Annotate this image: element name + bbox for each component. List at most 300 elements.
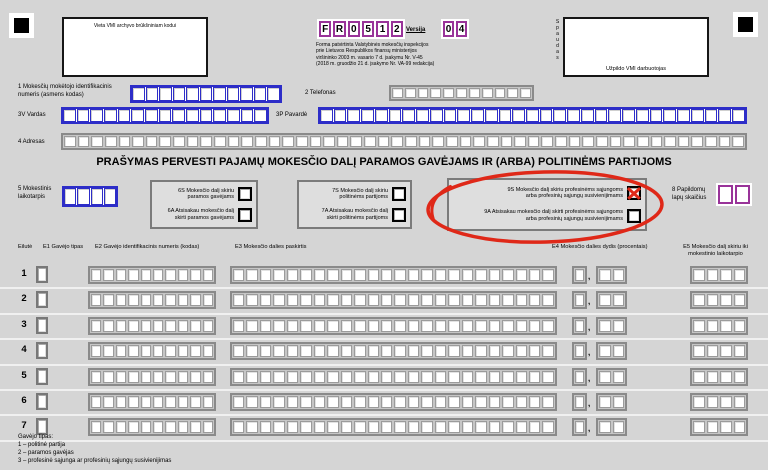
char-cell[interactable] xyxy=(186,87,199,101)
char-cell[interactable] xyxy=(165,269,175,281)
char-cell[interactable] xyxy=(254,87,267,101)
checkbox-7s[interactable] xyxy=(392,187,406,201)
char-cell[interactable] xyxy=(381,320,392,332)
char-cell[interactable] xyxy=(116,294,126,306)
char-cell[interactable] xyxy=(613,320,625,332)
char-cell[interactable] xyxy=(734,421,746,433)
char-cell[interactable] xyxy=(720,396,732,408)
char-cell[interactable] xyxy=(213,109,226,122)
char-cell[interactable] xyxy=(473,136,485,147)
char-cell[interactable] xyxy=(718,109,731,122)
char-cell[interactable] xyxy=(314,294,325,306)
char-cell[interactable] xyxy=(529,371,540,383)
char-cell[interactable] xyxy=(368,396,379,408)
char-cell[interactable] xyxy=(105,136,117,147)
e3-purpose-cells[interactable] xyxy=(230,342,557,360)
char-cell[interactable] xyxy=(327,294,338,306)
char-cell[interactable] xyxy=(310,136,322,147)
char-cell[interactable] xyxy=(575,396,584,408)
char-cell[interactable] xyxy=(528,136,540,147)
char-cell[interactable] xyxy=(287,269,298,281)
char-cell[interactable] xyxy=(707,421,719,433)
char-cell[interactable] xyxy=(613,421,625,433)
char-cell[interactable] xyxy=(273,371,284,383)
char-cell[interactable] xyxy=(159,87,172,101)
char-cell[interactable] xyxy=(287,294,298,306)
char-cell[interactable] xyxy=(233,294,244,306)
char-cell[interactable] xyxy=(693,320,705,332)
e1-recipient-type-checkbox[interactable] xyxy=(36,342,48,359)
char-cell[interactable] xyxy=(246,320,257,332)
char-cell[interactable] xyxy=(246,421,257,433)
char-cell[interactable] xyxy=(186,109,199,122)
char-cell[interactable] xyxy=(341,294,352,306)
char-cell[interactable] xyxy=(368,371,379,383)
char-cell[interactable] xyxy=(435,396,446,408)
char-cell[interactable] xyxy=(732,136,744,147)
char-cell[interactable] xyxy=(502,396,513,408)
char-cell[interactable] xyxy=(448,396,459,408)
char-cell[interactable] xyxy=(664,136,676,147)
e5-until-period-cells[interactable] xyxy=(690,266,748,284)
char-cell[interactable] xyxy=(448,294,459,306)
char-cell[interactable] xyxy=(408,371,419,383)
char-cell[interactable] xyxy=(159,109,172,122)
char-cell[interactable] xyxy=(475,294,486,306)
char-cell[interactable] xyxy=(707,345,719,357)
char-cell[interactable] xyxy=(287,396,298,408)
char-cell[interactable] xyxy=(260,371,271,383)
char-cell[interactable]: 0 xyxy=(348,21,360,37)
char-cell[interactable] xyxy=(446,136,458,147)
char-cell[interactable] xyxy=(103,345,113,357)
char-cell[interactable] xyxy=(489,421,500,433)
char-cell[interactable] xyxy=(165,396,175,408)
char-cell[interactable] xyxy=(613,371,625,383)
e2-recipient-code-cells[interactable] xyxy=(88,266,216,284)
extra-sheets-cells[interactable] xyxy=(716,183,752,206)
char-cell[interactable] xyxy=(300,421,311,433)
char-cell[interactable]: 0 xyxy=(443,21,454,37)
char-cell[interactable]: R xyxy=(333,21,345,37)
e4-percent-fraction-cells[interactable] xyxy=(596,368,627,386)
char-cell[interactable] xyxy=(116,371,126,383)
char-cell[interactable] xyxy=(145,109,158,122)
char-cell[interactable] xyxy=(203,294,213,306)
char-cell[interactable] xyxy=(300,269,311,281)
char-cell[interactable] xyxy=(203,320,213,332)
char-cell[interactable] xyxy=(381,371,392,383)
char-cell[interactable] xyxy=(469,88,480,98)
char-cell[interactable] xyxy=(516,396,527,408)
e1-recipient-type-checkbox[interactable] xyxy=(36,368,48,385)
char-cell[interactable] xyxy=(165,371,175,383)
char-cell[interactable] xyxy=(516,294,527,306)
char-cell[interactable] xyxy=(734,294,746,306)
char-cell[interactable] xyxy=(520,88,531,98)
char-cell[interactable] xyxy=(636,109,649,122)
char-cell[interactable] xyxy=(214,136,226,147)
char-cell[interactable] xyxy=(190,371,200,383)
e4-percent-fraction-cells[interactable] xyxy=(596,291,627,309)
char-cell[interactable] xyxy=(233,421,244,433)
char-cell[interactable] xyxy=(460,136,472,147)
char-cell[interactable] xyxy=(246,345,257,357)
e4-percent-integer-cell[interactable] xyxy=(572,368,587,386)
char-cell[interactable] xyxy=(141,294,151,306)
e4-percent-integer-cell[interactable] xyxy=(572,317,587,335)
char-cell[interactable] xyxy=(255,136,267,147)
char-cell[interactable] xyxy=(421,320,432,332)
char-cell[interactable] xyxy=(227,87,240,101)
char-cell[interactable] xyxy=(153,421,163,433)
char-cell[interactable] xyxy=(707,371,719,383)
char-cell[interactable] xyxy=(693,396,705,408)
char-cell[interactable] xyxy=(402,109,415,122)
char-cell[interactable] xyxy=(516,421,527,433)
e4-percent-fraction-cells[interactable] xyxy=(596,317,627,335)
char-cell[interactable] xyxy=(63,109,76,122)
char-cell[interactable] xyxy=(435,371,446,383)
char-cell[interactable] xyxy=(200,136,212,147)
address-cells[interactable] xyxy=(61,133,747,150)
char-cell[interactable] xyxy=(421,421,432,433)
char-cell[interactable] xyxy=(475,345,486,357)
char-cell[interactable] xyxy=(540,109,553,122)
char-cell[interactable] xyxy=(91,371,101,383)
char-cell[interactable] xyxy=(394,371,405,383)
char-cell[interactable] xyxy=(542,269,553,281)
char-cell[interactable] xyxy=(314,320,325,332)
char-cell[interactable] xyxy=(246,269,257,281)
char-cell[interactable] xyxy=(502,345,513,357)
char-cell[interactable] xyxy=(287,421,298,433)
char-cell[interactable] xyxy=(408,421,419,433)
char-cell[interactable] xyxy=(595,109,608,122)
char-cell[interactable] xyxy=(165,320,175,332)
char-cell[interactable] xyxy=(354,294,365,306)
char-cell[interactable] xyxy=(502,269,513,281)
char-cell[interactable] xyxy=(542,421,553,433)
char-cell[interactable] xyxy=(462,396,473,408)
char-cell[interactable] xyxy=(512,109,525,122)
char-cell[interactable] xyxy=(282,136,294,147)
char-cell[interactable] xyxy=(213,87,226,101)
char-cell[interactable] xyxy=(693,269,705,281)
char-cell[interactable] xyxy=(392,88,403,98)
char-cell[interactable] xyxy=(354,371,365,383)
char-cell[interactable] xyxy=(529,345,540,357)
char-cell[interactable] xyxy=(233,371,244,383)
char-cell[interactable] xyxy=(91,345,101,357)
char-cell[interactable] xyxy=(555,136,567,147)
char-cell[interactable] xyxy=(153,396,163,408)
char-cell[interactable] xyxy=(582,136,594,147)
char-cell[interactable] xyxy=(389,109,402,122)
e3-purpose-cells[interactable] xyxy=(230,317,557,335)
char-cell[interactable] xyxy=(691,136,703,147)
char-cell[interactable] xyxy=(273,320,284,332)
char-cell[interactable] xyxy=(77,188,89,205)
char-cell[interactable] xyxy=(91,421,101,433)
char-cell[interactable] xyxy=(707,269,719,281)
e4-percent-integer-cell[interactable] xyxy=(572,291,587,309)
char-cell[interactable] xyxy=(502,371,513,383)
char-cell[interactable] xyxy=(495,88,506,98)
char-cell[interactable] xyxy=(375,109,388,122)
checkbox-7a[interactable] xyxy=(392,208,406,222)
char-cell[interactable] xyxy=(542,320,553,332)
char-cell[interactable] xyxy=(599,396,611,408)
char-cell[interactable] xyxy=(381,421,392,433)
char-cell[interactable] xyxy=(720,345,732,357)
char-cell[interactable] xyxy=(581,109,594,122)
char-cell[interactable] xyxy=(421,371,432,383)
char-cell[interactable] xyxy=(553,109,566,122)
e3-purpose-cells[interactable] xyxy=(230,418,557,436)
first-name-cells[interactable] xyxy=(61,107,269,124)
e2-recipient-code-cells[interactable] xyxy=(88,291,216,309)
char-cell[interactable] xyxy=(381,294,392,306)
char-cell[interactable] xyxy=(720,320,732,332)
char-cell[interactable] xyxy=(141,320,151,332)
char-cell[interactable] xyxy=(542,294,553,306)
char-cell[interactable] xyxy=(300,294,311,306)
char-cell[interactable] xyxy=(489,269,500,281)
char-cell[interactable] xyxy=(91,136,103,147)
char-cell[interactable] xyxy=(341,396,352,408)
e5-until-period-cells[interactable] xyxy=(690,418,748,436)
char-cell[interactable] xyxy=(613,345,625,357)
char-cell[interactable] xyxy=(516,371,527,383)
e4-percent-integer-cell[interactable] xyxy=(572,266,587,284)
char-cell[interactable] xyxy=(456,88,467,98)
char-cell[interactable] xyxy=(200,109,213,122)
char-cell[interactable] xyxy=(203,396,213,408)
taxpayer-id-cells[interactable] xyxy=(130,85,282,103)
char-cell[interactable] xyxy=(354,421,365,433)
char-cell[interactable] xyxy=(78,136,90,147)
char-cell[interactable] xyxy=(241,136,253,147)
char-cell[interactable] xyxy=(499,109,512,122)
char-cell[interactable] xyxy=(118,109,131,122)
char-cell[interactable] xyxy=(448,345,459,357)
char-cell[interactable] xyxy=(608,109,621,122)
char-cell[interactable] xyxy=(489,320,500,332)
char-cell[interactable] xyxy=(448,421,459,433)
char-cell[interactable] xyxy=(320,109,333,122)
char-cell[interactable] xyxy=(300,396,311,408)
char-cell[interactable] xyxy=(269,136,281,147)
e4-percent-integer-cell[interactable] xyxy=(572,393,587,411)
char-cell[interactable] xyxy=(693,294,705,306)
e5-until-period-cells[interactable] xyxy=(690,317,748,335)
char-cell[interactable] xyxy=(254,109,267,122)
char-cell[interactable] xyxy=(735,185,750,204)
e5-until-period-cells[interactable] xyxy=(690,368,748,386)
char-cell[interactable] xyxy=(705,136,717,147)
char-cell[interactable] xyxy=(341,345,352,357)
char-cell[interactable] xyxy=(203,269,213,281)
char-cell[interactable] xyxy=(734,396,746,408)
char-cell[interactable] xyxy=(90,109,103,122)
char-cell[interactable] xyxy=(542,371,553,383)
char-cell[interactable] xyxy=(314,421,325,433)
char-cell[interactable] xyxy=(529,269,540,281)
char-cell[interactable] xyxy=(475,320,486,332)
char-cell[interactable] xyxy=(64,136,76,147)
char-cell[interactable] xyxy=(421,294,432,306)
char-cell[interactable] xyxy=(516,345,527,357)
char-cell[interactable] xyxy=(190,294,200,306)
char-cell[interactable] xyxy=(462,269,473,281)
char-cell[interactable] xyxy=(361,109,374,122)
char-cell[interactable] xyxy=(651,136,663,147)
char-cell[interactable]: 1 xyxy=(376,21,388,37)
char-cell[interactable] xyxy=(341,421,352,433)
char-cell[interactable] xyxy=(663,109,676,122)
char-cell[interactable] xyxy=(575,294,584,306)
char-cell[interactable] xyxy=(141,371,151,383)
char-cell[interactable] xyxy=(448,269,459,281)
char-cell[interactable] xyxy=(287,371,298,383)
char-cell[interactable] xyxy=(368,294,379,306)
char-cell[interactable] xyxy=(368,269,379,281)
char-cell[interactable] xyxy=(720,269,732,281)
char-cell[interactable] xyxy=(443,88,454,98)
char-cell[interactable] xyxy=(116,345,126,357)
char-cell[interactable] xyxy=(273,396,284,408)
char-cell[interactable] xyxy=(103,371,113,383)
char-cell[interactable] xyxy=(203,421,213,433)
char-cell[interactable] xyxy=(599,371,611,383)
char-cell[interactable] xyxy=(131,109,144,122)
char-cell[interactable] xyxy=(341,269,352,281)
char-cell[interactable] xyxy=(227,109,240,122)
e5-until-period-cells[interactable] xyxy=(690,393,748,411)
char-cell[interactable] xyxy=(233,345,244,357)
char-cell[interactable] xyxy=(300,320,311,332)
char-cell[interactable] xyxy=(514,136,526,147)
e4-percent-integer-cell[interactable] xyxy=(572,418,587,436)
char-cell[interactable] xyxy=(296,136,308,147)
char-cell[interactable] xyxy=(575,345,584,357)
char-cell[interactable] xyxy=(273,294,284,306)
char-cell[interactable] xyxy=(116,320,126,332)
char-cell[interactable] xyxy=(327,371,338,383)
char-cell[interactable] xyxy=(128,396,138,408)
char-cell[interactable] xyxy=(172,109,185,122)
char-cell[interactable] xyxy=(599,421,611,433)
char-cell[interactable] xyxy=(435,294,446,306)
char-cell[interactable] xyxy=(190,396,200,408)
char-cell[interactable] xyxy=(622,109,635,122)
char-cell[interactable] xyxy=(91,396,101,408)
char-cell[interactable] xyxy=(178,421,188,433)
char-cell[interactable] xyxy=(260,345,271,357)
char-cell[interactable] xyxy=(103,294,113,306)
char-cell[interactable] xyxy=(190,345,200,357)
char-cell[interactable] xyxy=(341,320,352,332)
char-cell[interactable]: 4 xyxy=(456,21,467,37)
char-cell[interactable] xyxy=(501,136,513,147)
char-cell[interactable] xyxy=(153,371,163,383)
char-cell[interactable] xyxy=(190,421,200,433)
char-cell[interactable] xyxy=(153,294,163,306)
char-cell[interactable] xyxy=(368,345,379,357)
char-cell[interactable] xyxy=(190,320,200,332)
char-cell[interactable] xyxy=(260,421,271,433)
char-cell[interactable] xyxy=(327,320,338,332)
char-cell[interactable] xyxy=(91,188,103,205)
char-cell[interactable] xyxy=(314,345,325,357)
char-cell[interactable] xyxy=(354,345,365,357)
char-cell[interactable] xyxy=(502,294,513,306)
char-cell[interactable] xyxy=(128,269,138,281)
char-cell[interactable] xyxy=(260,269,271,281)
char-cell[interactable]: 5 xyxy=(362,21,374,37)
char-cell[interactable] xyxy=(435,320,446,332)
char-cell[interactable] xyxy=(287,345,298,357)
char-cell[interactable] xyxy=(246,396,257,408)
char-cell[interactable] xyxy=(132,136,144,147)
char-cell[interactable] xyxy=(462,294,473,306)
char-cell[interactable] xyxy=(613,269,625,281)
char-cell[interactable] xyxy=(300,345,311,357)
checkbox-9a[interactable] xyxy=(627,209,641,223)
char-cell[interactable] xyxy=(327,269,338,281)
char-cell[interactable] xyxy=(693,421,705,433)
char-cell[interactable] xyxy=(91,269,101,281)
char-cell[interactable] xyxy=(190,269,200,281)
char-cell[interactable] xyxy=(116,396,126,408)
char-cell[interactable] xyxy=(260,294,271,306)
telephone-cells[interactable] xyxy=(389,85,534,101)
char-cell[interactable] xyxy=(337,136,349,147)
char-cell[interactable] xyxy=(475,396,486,408)
char-cell[interactable] xyxy=(529,294,540,306)
char-cell[interactable] xyxy=(391,136,403,147)
char-cell[interactable] xyxy=(103,320,113,332)
char-cell[interactable] xyxy=(368,320,379,332)
char-cell[interactable] xyxy=(720,294,732,306)
char-cell[interactable] xyxy=(327,345,338,357)
char-cell[interactable] xyxy=(240,87,253,101)
char-cell[interactable] xyxy=(141,421,151,433)
char-cell[interactable] xyxy=(287,320,298,332)
char-cell[interactable] xyxy=(719,136,731,147)
char-cell[interactable] xyxy=(419,136,431,147)
e4-percent-fraction-cells[interactable] xyxy=(596,266,627,284)
char-cell[interactable] xyxy=(599,320,611,332)
char-cell[interactable] xyxy=(405,136,417,147)
char-cell[interactable] xyxy=(489,396,500,408)
char-cell[interactable] xyxy=(103,396,113,408)
char-cell[interactable] xyxy=(116,269,126,281)
char-cell[interactable] xyxy=(378,136,390,147)
char-cell[interactable] xyxy=(542,345,553,357)
char-cell[interactable] xyxy=(430,88,441,98)
char-cell[interactable] xyxy=(529,421,540,433)
char-cell[interactable] xyxy=(91,320,101,332)
char-cell[interactable] xyxy=(368,421,379,433)
char-cell[interactable] xyxy=(241,109,254,122)
char-cell[interactable] xyxy=(705,109,718,122)
char-cell[interactable] xyxy=(596,136,608,147)
char-cell[interactable] xyxy=(575,421,584,433)
char-cell[interactable] xyxy=(354,269,365,281)
char-cell[interactable] xyxy=(693,371,705,383)
